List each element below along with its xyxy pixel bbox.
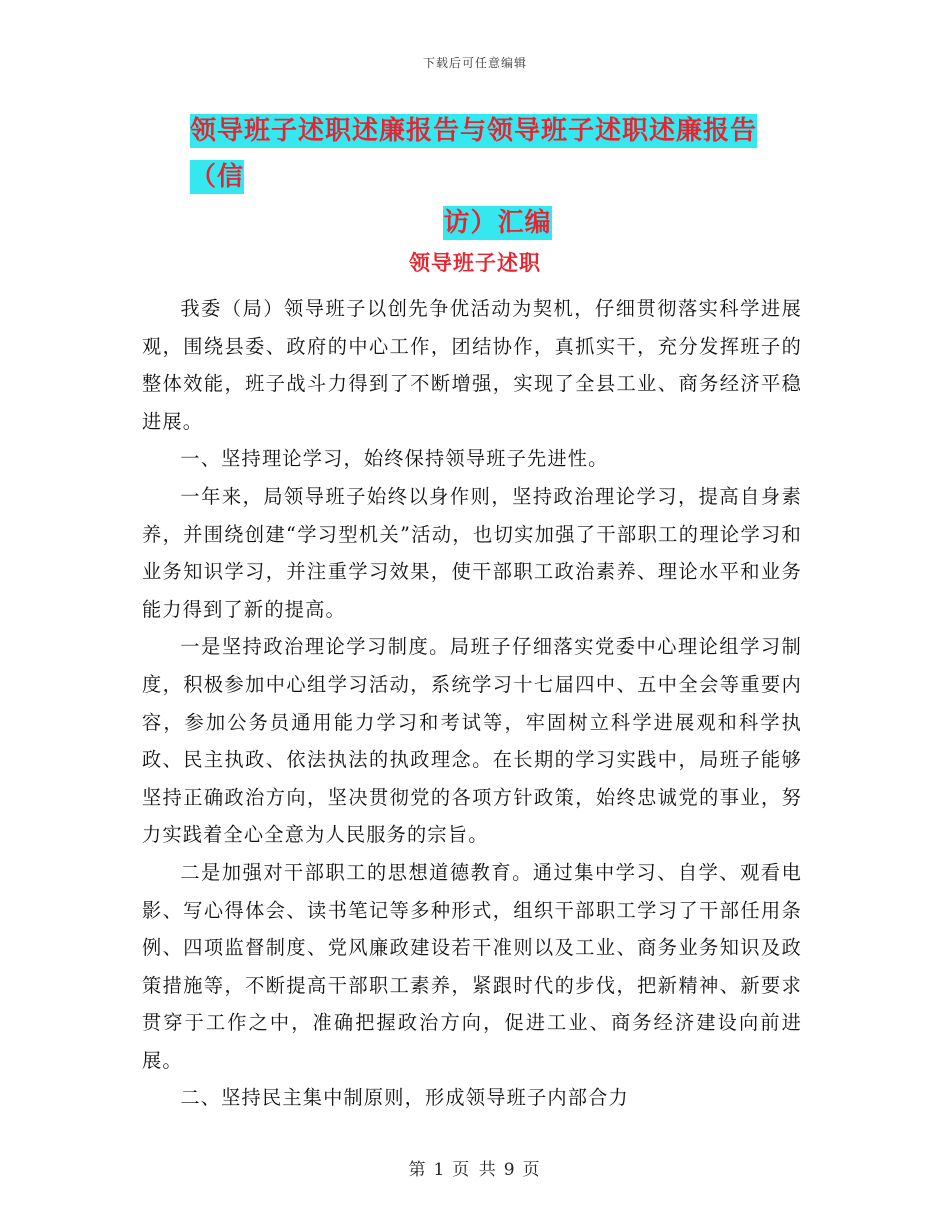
document-title-line2-wrapper — [190, 200, 805, 246]
footer-page-number: 1 — [433, 1160, 447, 1180]
footer-prefix: 第 — [408, 1160, 428, 1180]
page-footer — [0, 1155, 950, 1180]
paragraph-heading-2: 二、坚持民主集中制原则，形成领导班子内部合力 — [180, 1086, 629, 1110]
section-heading: 领导班子述职 — [409, 251, 541, 275]
footer-page-total: 9 — [503, 1160, 517, 1180]
paragraph-point-1: 一是坚持政治理论学习制度。局班子仔细落实党委中心理论组学习制度，积极参加中心组学习活动，系统学习十七届四中、五中全会等重要内容，参加公务员通用能力学习和考试等，牢固树立科学进展观和科学执政、民主执政、依法执法的执政理念。在长期的学习实践中，局班子能够坚持正确政治方向，坚决贯彻党的各项方针政策，始终忠诚党的事业，努力实践着全心全意为人民服务的宗旨。 — [142, 635, 802, 847]
document-title-line1: 领导班子述职述廉报告与领导班子述职述廉报告（信 — [190, 116, 758, 192]
footer-suffix: 页 — [522, 1160, 542, 1180]
document-title — [190, 108, 805, 246]
paragraph-year-review: 一年来，局领导班子始终以身作则，坚持政治理论学习，提高自身素养，并围绕创建“学习型机关”活动，也切实加强了干部职工的理论学习和业务知识学习，并注重学习效果，使干部职工政治素养、理论水平和业务能力得到了新的提高。 — [142, 484, 802, 621]
document-title-line2: 访）汇编 — [443, 208, 552, 238]
footer-mid: 页 共 — [452, 1160, 498, 1180]
paragraph-point-2: 二是加强对干部职工的思想道德教育。通过集中学习、自学、观看电影、写心得体会、读书笔记等多种形式，组织干部职工学习了干部任用条例、四项监督制度、党风廉政建设若干准则以及工业、商务业务知识及政策措施等，不断提高干部职工素养，紧跟时代的步伐，把新精神、新要求贯穿于工作之中，准确把握政治方向，促进工业、商务经济建设向前进展。 — [142, 860, 802, 1072]
paragraph-intro: 我委（局）领导班子以创先争优活动为契机，仔细贯彻落实科学进展观，围绕县委、政府的中心工作，团结协作，真抓实干，充分发挥班子的整体效能，班子战斗力得到了不断增强，实现了全县工业、商务经济平稳进展。 — [142, 297, 802, 433]
paragraph-heading-1: 一、坚持理论学习，始终保持领导班子先进性。 — [180, 447, 609, 471]
document-body — [142, 290, 802, 1117]
header-note: 下载后可任意编辑 — [422, 56, 527, 70]
